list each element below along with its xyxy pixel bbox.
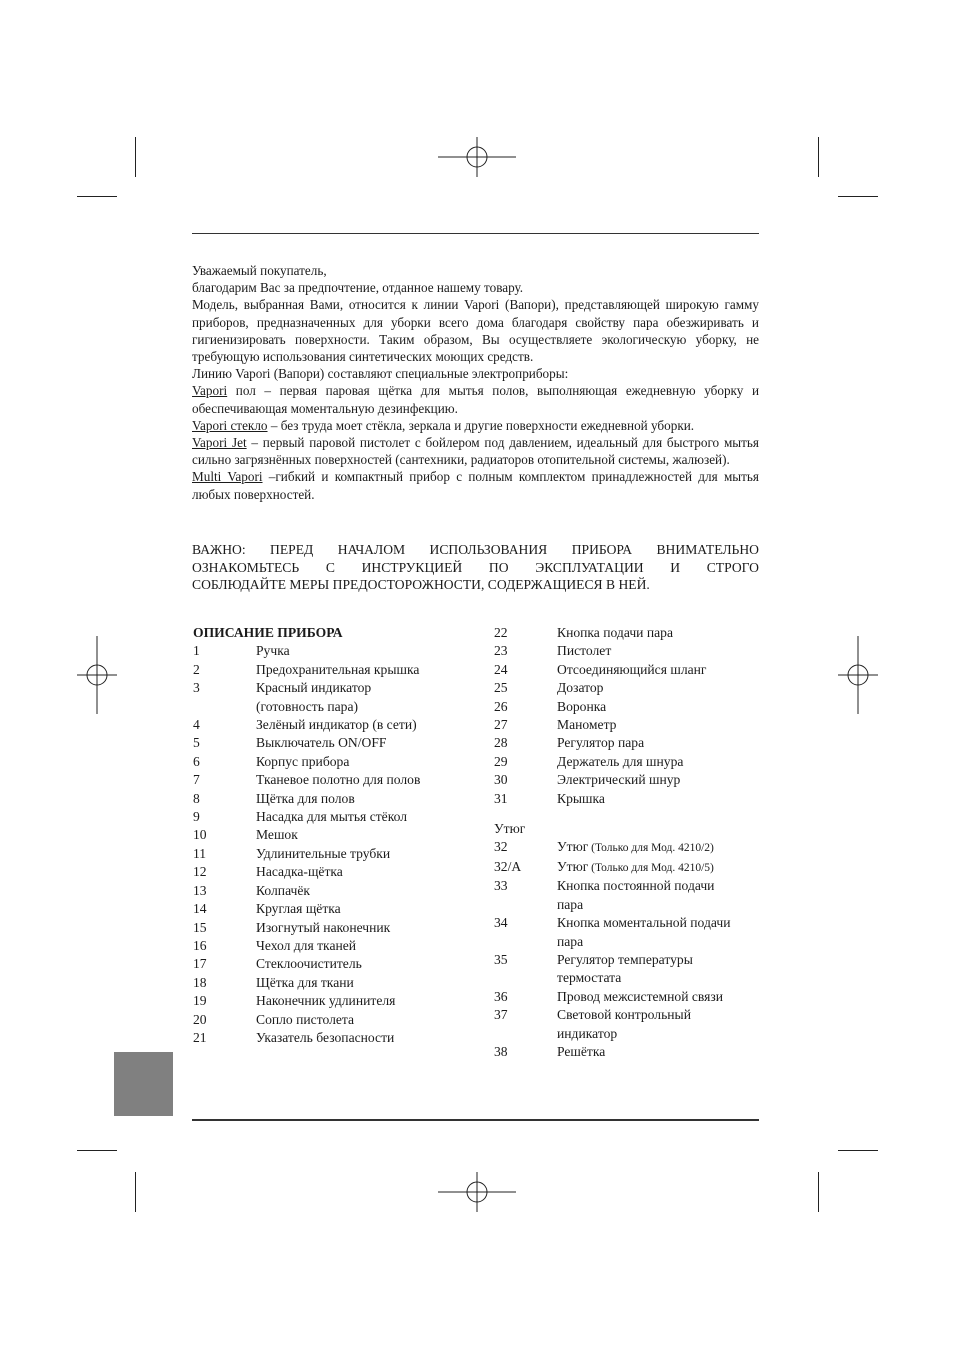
part-label <box>557 698 759 716</box>
parts-list-item <box>494 1043 759 1061</box>
important-line: ОЗНАКОМЬТЕСЬ С ИНСТРУКЦИЕЙ ПО ЭКСПЛУАТАЦИИ И СТРОГО <box>192 559 759 575</box>
part-label <box>256 734 473 752</box>
part-label <box>557 624 759 642</box>
parts-list-item <box>494 790 759 808</box>
intro-section <box>192 262 759 503</box>
part-label <box>557 753 759 771</box>
part-label <box>256 919 473 937</box>
part-number: 11 <box>193 845 207 861</box>
parts-list-item <box>193 753 473 771</box>
part-label-text: Решётка <box>557 1043 606 1059</box>
part-number: 27 <box>494 717 508 733</box>
part-number: 34 <box>494 915 508 931</box>
part-label <box>557 661 759 679</box>
part-number: 19 <box>193 993 207 1009</box>
part-number: 12 <box>193 864 207 880</box>
parts-list-item <box>494 988 759 1006</box>
parts-list-item <box>193 882 473 900</box>
part-number: 13 <box>193 882 207 898</box>
product-name: Vapori Jet <box>192 435 247 451</box>
parts-list-item <box>193 992 473 1010</box>
part-number: 16 <box>193 937 207 953</box>
part-label-text: Выключатель ON/OFF <box>256 735 387 751</box>
crop-mark-bottom-right-v <box>818 1172 819 1212</box>
part-label-continued: индикатор <box>557 1025 618 1041</box>
product-desc: пол – первая паровая щётка для мытья полов, выполняющая ежедневную уборку и обеспечивающая моментальную дезинфекцию. <box>192 383 759 416</box>
part-number: 33 <box>494 878 508 894</box>
crop-mark-top-right-h <box>838 196 878 197</box>
parts-list-item <box>494 698 759 716</box>
part-number: 37 <box>494 1007 508 1023</box>
part-label <box>557 988 759 1006</box>
part-label-text: Кнопка моментальной подачи <box>557 915 731 931</box>
part-label <box>256 826 473 844</box>
part-label <box>256 937 473 955</box>
description-right-column <box>494 624 759 1061</box>
part-number: 31 <box>494 790 508 806</box>
part-label-text: Регулятор пара <box>557 735 645 751</box>
product-item <box>192 382 759 416</box>
part-number: 17 <box>193 956 207 972</box>
parts-list-item <box>193 1011 473 1029</box>
top-rule <box>192 233 759 234</box>
part-number: 14 <box>193 901 207 917</box>
product-name: Multi Vapori <box>192 469 263 485</box>
part-label-text: Круглая щётка <box>256 901 341 917</box>
part-label-text: Предохранительная крышка <box>256 661 420 677</box>
part-label <box>557 642 759 660</box>
description-left-column <box>193 624 473 1047</box>
part-label <box>256 642 473 660</box>
product-desc: – первый паровой пистолет с бойлером под давлением, идеальный для быстрого мытья сильно загрязнённых поверхностей (сантехники, радиаторов отопительной системы, жалюзей). <box>192 435 759 468</box>
part-number: 32 <box>494 839 508 855</box>
parts-list-item <box>193 734 473 752</box>
crop-mark-top-left-h <box>77 196 117 197</box>
line-text: Линию Vapori (Вапори) составляют специальные электроприборы: <box>192 366 569 382</box>
part-label <box>557 679 759 697</box>
part-label-text: Красный индикатор <box>256 680 372 696</box>
part-number: 8 <box>193 790 200 806</box>
part-label-note: (Только для Мод. 4210/5) <box>588 861 714 874</box>
product-item <box>192 417 759 434</box>
part-label <box>256 955 473 973</box>
part-label <box>256 661 473 679</box>
part-label-continued: пара <box>557 933 584 949</box>
parts-list-item <box>494 753 759 771</box>
part-label <box>557 951 759 988</box>
part-label <box>256 808 473 826</box>
part-number: 25 <box>494 680 508 696</box>
part-label-text: Зелёный индикатор (в сети) <box>256 717 417 733</box>
part-label-text: Регулятор температуры <box>557 951 693 967</box>
part-label-text: Наконечник удлинителя <box>256 993 396 1009</box>
part-label <box>256 790 473 808</box>
part-label <box>256 863 473 881</box>
part-label-text: Удлинительные трубки <box>256 845 391 861</box>
crop-mark-bottom-left-v <box>135 1172 136 1212</box>
part-label-continued: термостата <box>557 970 622 986</box>
product-name: Vapori <box>192 383 228 399</box>
part-number: 18 <box>193 974 207 990</box>
parts-list-item <box>193 826 473 844</box>
part-label-text: Мешок <box>256 827 298 843</box>
part-label-text: Тканевое полотно для полов <box>256 772 421 788</box>
part-label-text: Воронка <box>557 698 607 714</box>
part-number: 1 <box>193 643 200 659</box>
parts-list-item <box>193 919 473 937</box>
part-number: 23 <box>494 643 508 659</box>
part-label <box>256 974 473 992</box>
part-label <box>557 838 759 857</box>
section-heading: ОПИСАНИЕ ПРИБОРА <box>193 625 343 640</box>
part-number: 22 <box>494 625 508 640</box>
part-label-continued: пара <box>557 896 584 912</box>
part-label-text: Корпус прибора <box>256 753 350 769</box>
thanks-text: благодарим Вас за предпочтение, отданное нашему товару. <box>192 280 524 296</box>
parts-list-item <box>193 900 473 918</box>
part-label-text: Чехол для тканей <box>256 937 357 953</box>
product-item <box>192 468 759 502</box>
part-label-text: Насадка-щётка <box>256 864 343 880</box>
registration-mark-right <box>838 636 878 714</box>
part-label-text: Отсоединяющийся шланг <box>557 661 707 677</box>
important-notice <box>192 541 759 594</box>
parts-list-item <box>494 914 759 951</box>
part-number: 29 <box>494 753 508 769</box>
part-label-text: Насадка для мытья стёкол <box>256 809 408 825</box>
part-number: 35 <box>494 951 508 967</box>
part-number: 3 <box>193 680 200 696</box>
part-label-text: Дозатор <box>557 680 604 696</box>
greeting: Уважаемый покупатель, <box>192 263 327 278</box>
part-number: 26 <box>494 698 508 714</box>
part-label <box>557 877 759 914</box>
crop-mark-top-left-v <box>135 137 136 177</box>
part-label <box>557 858 759 877</box>
parts-list-item <box>193 1029 473 1047</box>
part-number: 30 <box>494 772 508 788</box>
iron-subheading: Утюг <box>494 821 526 837</box>
product-desc: –гибкий и компактный прибор с полным комплектом принадлежностей для мытья любых поверхностей. <box>192 469 759 502</box>
crop-mark-bottom-right-h <box>838 1150 878 1151</box>
part-label <box>256 900 473 918</box>
crop-mark-bottom-left-h <box>77 1150 117 1151</box>
parts-list-item <box>193 679 473 716</box>
part-number: 28 <box>494 735 508 751</box>
registration-mark-bottom <box>438 1172 516 1212</box>
part-number: 4 <box>193 717 200 733</box>
parts-list-item <box>193 790 473 808</box>
part-label <box>256 1029 473 1047</box>
parts-list-item <box>193 661 473 679</box>
part-label-text: Ручка <box>256 643 290 659</box>
parts-list-item <box>193 937 473 955</box>
part-label <box>557 1006 759 1043</box>
part-label <box>557 914 759 951</box>
part-number: 7 <box>193 772 200 788</box>
part-label-text: Колпачёк <box>256 882 311 898</box>
model-text: Модель, выбранная Вами, относится к линии Vapori (Вапори), представляющей широкую гамму приборов, предназначенных для уборки всего дома благодаря свойству пара обезжиривать и гигиенизировать поверхности. Таким образом, Вы осуществляете экологическую уборку, не требующую использования синтетических моющих средств. <box>192 297 759 365</box>
part-label-text: Утюг <box>557 839 589 855</box>
part-label-text: Щётка для полов <box>256 790 355 806</box>
parts-list-item <box>193 955 473 973</box>
part-number: 21 <box>193 1029 207 1045</box>
product-item <box>192 434 759 468</box>
parts-list-item <box>193 974 473 992</box>
part-number: 32/A <box>494 858 522 874</box>
part-number: 6 <box>193 753 200 769</box>
part-number: 15 <box>193 919 207 935</box>
part-number: 2 <box>193 661 200 677</box>
parts-list-item <box>494 771 759 789</box>
part-number: 10 <box>193 827 207 843</box>
parts-list-item <box>494 1006 759 1043</box>
parts-list-item <box>193 863 473 881</box>
part-label <box>557 734 759 752</box>
part-label-text: Стеклоочиститель <box>256 956 362 972</box>
registration-mark-left <box>77 636 117 714</box>
part-label <box>557 716 759 734</box>
parts-list-item <box>193 845 473 863</box>
parts-list-item <box>494 661 759 679</box>
parts-list-item <box>494 716 759 734</box>
parts-list-item <box>193 716 473 734</box>
parts-list-item <box>494 624 759 642</box>
part-label <box>256 845 473 863</box>
parts-list-item <box>494 734 759 752</box>
registration-mark-top <box>438 137 516 177</box>
part-label-text: Изогнутый наконечник <box>256 919 391 935</box>
part-label-note: (Только для Мод. 4210/2) <box>588 842 714 855</box>
part-label-text: Электрический шнур <box>557 772 681 788</box>
part-number: 20 <box>193 1011 207 1027</box>
product-name: Vapori стекло <box>192 417 268 433</box>
part-number: 24 <box>494 661 508 677</box>
part-label <box>256 992 473 1010</box>
part-label-text: Пистолет <box>557 643 612 659</box>
parts-list-item <box>494 951 759 988</box>
part-number: 36 <box>494 988 508 1004</box>
bottom-rule <box>192 1119 759 1121</box>
parts-list-item <box>494 858 759 877</box>
part-label <box>256 753 473 771</box>
part-label-text: Световой контрольный <box>557 1007 691 1023</box>
important-line: ВАЖНО: ПЕРЕД НАЧАЛОМ ИСПОЛЬЗОВАНИЯ ПРИБОРА ВНИМАТЕЛЬНО <box>192 542 759 557</box>
part-label <box>256 1011 473 1029</box>
parts-list-item <box>494 679 759 697</box>
part-label-text: Кнопка подачи пара <box>557 625 673 640</box>
part-label-text: Указатель безопасности <box>256 1029 395 1045</box>
parts-list-item <box>193 642 473 660</box>
important-line: СОБЛЮДАЙТЕ МЕРЫ ПРЕДОСТОРОЖНОСТИ, СОДЕРЖАЩИЕСЯ В НЕЙ. <box>192 577 650 593</box>
section-tab <box>114 1052 173 1116</box>
part-number: 5 <box>193 735 200 751</box>
parts-list-item <box>193 808 473 826</box>
part-label <box>256 771 473 789</box>
part-label <box>557 771 759 789</box>
part-label <box>557 1043 759 1061</box>
part-label-text: Кнопка постоянной подачи <box>557 878 715 894</box>
parts-list-item <box>494 877 759 914</box>
part-label-continued: (готовность пара) <box>256 698 359 714</box>
part-number: 9 <box>193 809 200 825</box>
part-number: 38 <box>494 1043 508 1059</box>
part-label-text: Манометр <box>557 717 617 733</box>
part-label-text: Провод межсистемной связи <box>557 988 724 1004</box>
parts-list-item <box>494 838 759 857</box>
part-label <box>256 679 473 716</box>
part-label <box>256 716 473 734</box>
part-label-text: Держатель для шнура <box>557 753 684 769</box>
product-desc: – без труда моет стёкла, зеркала и другие поверхности ежедневной уборки. <box>267 417 695 433</box>
part-label <box>557 790 759 808</box>
crop-mark-top-right-v <box>818 137 819 177</box>
part-label-text: Крышка <box>557 790 605 806</box>
part-label <box>256 882 473 900</box>
parts-list-item <box>494 642 759 660</box>
parts-list-item <box>193 771 473 789</box>
part-label-text: Щётка для ткани <box>256 974 354 990</box>
part-label-text: Сопло пистолета <box>256 1011 355 1027</box>
part-label-text: Утюг <box>557 858 589 874</box>
